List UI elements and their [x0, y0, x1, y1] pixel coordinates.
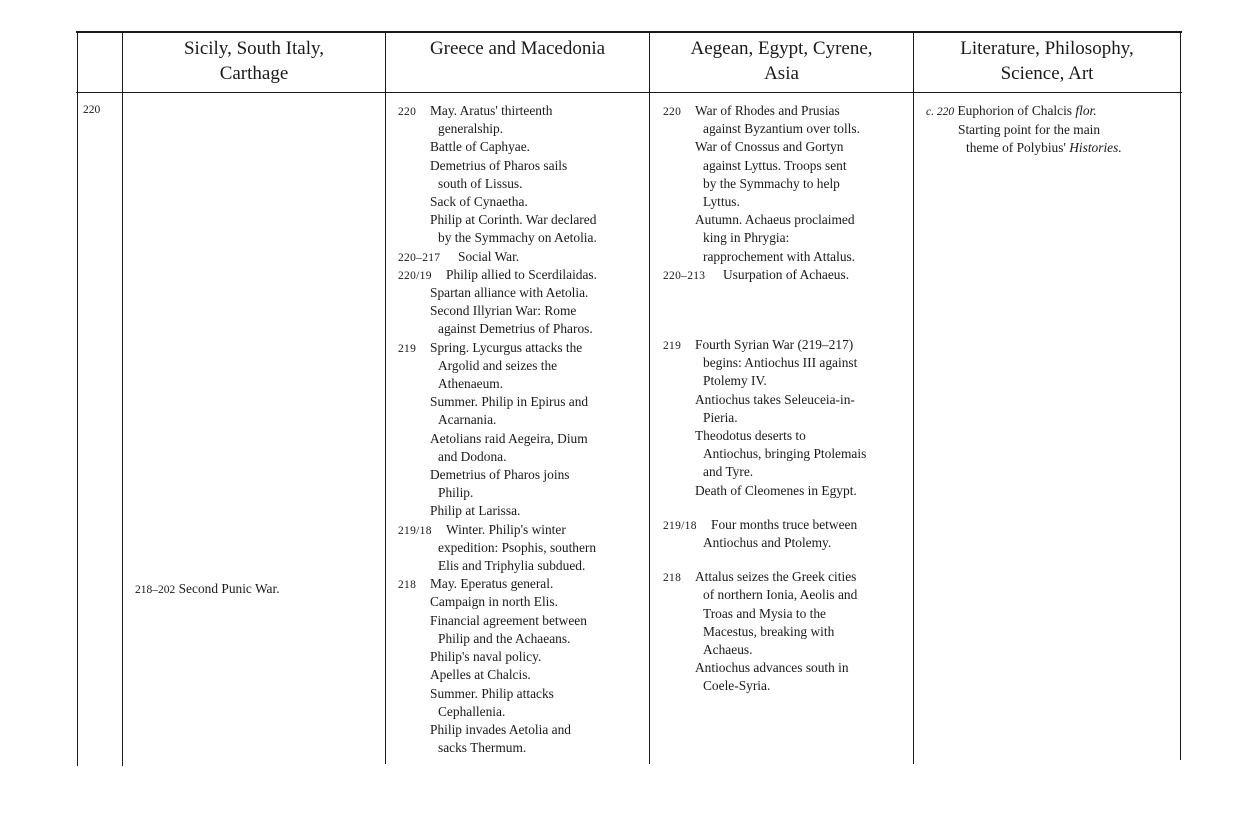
- aegean-entry-line: against Byzantium over tolls.: [703, 121, 860, 137]
- literature-line-3: [926, 139, 1176, 157]
- greece-entry-line: Demetrius of Pharos sails: [430, 157, 568, 173]
- greece-entry-year: 219/18: [398, 524, 432, 537]
- aegean-entry-line: begins: Antiochus III against: [703, 355, 858, 371]
- greece-entry-line: against Demetrius of Pharos.: [438, 321, 593, 337]
- greece-entry-line: Demetrius of Pharos joins: [430, 467, 570, 483]
- header-literature-line1: Literature, Philosophy,: [960, 38, 1134, 59]
- aegean-entry-line: Troas and Mysia to the: [703, 605, 826, 621]
- aegean-entry-line: by the Symmachy to help: [703, 175, 840, 191]
- literature-line-1-text: Euphorion of Chalcis: [957, 103, 1076, 118]
- greece-entry-line: Philip invades Aetolia and: [430, 721, 571, 737]
- greece-entry-year: 220–217: [398, 251, 441, 264]
- year-marker: 220: [83, 104, 101, 116]
- aegean-entry-year: 219/18: [663, 519, 697, 532]
- greece-entry-line: Philip and the Achaeans.: [438, 630, 571, 646]
- header-aegean: [650, 36, 913, 90]
- literature-column: [926, 102, 1176, 158]
- greece-entry-line: May. Eperatus general.: [430, 576, 554, 592]
- aegean-entry-line: Death of Cleomenes in Egypt.: [695, 482, 857, 498]
- sicily-entry-year: 218–202: [135, 584, 176, 596]
- aegean-entry: [663, 568, 911, 695]
- greece-entry-line: Philip at Larissa.: [430, 503, 521, 519]
- greece-entry-line: Sack of Cynaetha.: [430, 194, 528, 210]
- greece-entry: [398, 248, 648, 266]
- aegean-entry-year: 220: [663, 106, 682, 118]
- greece-entry-line: generalship.: [438, 121, 504, 137]
- greece-entry-line: Campaign in north Elis.: [430, 594, 558, 610]
- literature-line-2: Starting point for the main: [958, 122, 1101, 138]
- aegean-entry-line: Achaeus.: [703, 642, 753, 658]
- greece-entry: [398, 521, 648, 576]
- aegean-entry-line: Antiochus, bringing Ptolemais: [703, 446, 867, 462]
- greece-entry-line: Aetolians raid Aegeira, Dium: [430, 430, 588, 446]
- greece-entry-line: Summer. Philip attacks: [430, 685, 554, 701]
- aegean-entry-line: Ptolemy IV.: [703, 373, 767, 389]
- header-aegean-line1: Aegean, Egypt, Cyrene,: [690, 38, 873, 59]
- greece-entry-line: south of Lissus.: [438, 175, 523, 191]
- aegean-entry: [663, 102, 911, 266]
- greece-entry-line: sacks Thermum.: [438, 740, 527, 756]
- greece-entry-line: Cephallenia.: [438, 703, 506, 719]
- aegean-entry-line: Fourth Syrian War (219–217): [695, 337, 854, 353]
- aegean-entry-line: Usurpation of Achaeus.: [723, 266, 850, 282]
- header-sicily-line1: Sicily, South Italy,: [183, 38, 325, 59]
- aegean-entry-line: and Tyre.: [703, 464, 754, 480]
- greece-entry-line: Argolid and seizes the: [438, 357, 558, 373]
- aegean-entry-line: Theodotus deserts to: [695, 428, 806, 444]
- greece-entry-line: Acarnania.: [438, 412, 497, 428]
- greece-entry-line: Winter. Philip's winter: [446, 521, 566, 537]
- aegean-entry-line: against Lyttus. Troops sent: [703, 157, 847, 173]
- greece-entry: [398, 102, 648, 248]
- greece-entry-line: Philip allied to Scerdilaidas.: [446, 266, 597, 282]
- aegean-entry-line: king in Phrygia:: [703, 230, 790, 246]
- header-greece-line1: Greece and Macedonia: [429, 38, 606, 59]
- literature-line-1-italic: flor.: [1075, 103, 1097, 118]
- greece-entry-line: May. Aratus' thirteenth: [430, 103, 553, 118]
- greece-entry-line: by the Symmachy on Aetolia.: [438, 230, 597, 246]
- greece-entry-line: Second Illyrian War: Rome: [430, 303, 577, 319]
- greece-entry-line: Elis and Triphylia subdued.: [438, 558, 586, 574]
- aegean-entry-line: War of Cnossus and Gortyn: [695, 139, 844, 155]
- header-bottom-rule: [76, 92, 1182, 93]
- greece-entry-line: Summer. Philip in Epirus and: [430, 394, 589, 410]
- header-sicily: [123, 36, 385, 90]
- header-greece: [386, 36, 649, 90]
- greece-entry-line: Athenaeum.: [438, 376, 504, 392]
- literature-line-3-text: theme of Polybius': [966, 140, 1070, 156]
- greece-entry-line: Battle of Caphyae.: [430, 139, 531, 155]
- col-rule-4: [913, 31, 914, 764]
- greece-entry-line: Philip.: [438, 485, 474, 501]
- header-literature: [914, 36, 1180, 90]
- aegean-entry-line: Attalus seizes the Greek cities: [695, 569, 857, 585]
- col-rule-0: [77, 31, 78, 766]
- greece-entry-year: 219: [398, 342, 417, 355]
- aegean-entry-line: Lyttus.: [703, 194, 740, 210]
- col-rule-5: [1180, 31, 1181, 760]
- aegean-entry-line: Antiochus and Ptolemy.: [703, 535, 832, 551]
- greece-entry-line: Philip at Corinth. War declared: [430, 212, 597, 228]
- aegean-entry: [663, 266, 911, 284]
- table-top-rule: [76, 31, 1182, 33]
- aegean-entry-line: Antiochus advances south in: [695, 660, 849, 676]
- greece-entry-year: 220/19: [398, 269, 432, 282]
- aegean-entry-line: Autumn. Achaeus proclaimed: [695, 212, 855, 228]
- greece-entry: [398, 575, 648, 757]
- sicily-entry-text: Second Punic War.: [178, 581, 280, 596]
- greece-entry-line: expedition: Psophis, southern: [438, 539, 597, 555]
- aegean-entry-line: War of Rhodes and Prusias: [695, 103, 840, 118]
- greece-entry-line: Financial agreement between: [430, 612, 587, 628]
- aegean-entry-line: rapprochement with Attalus.: [703, 248, 856, 264]
- header-aegean-line2: Asia: [764, 63, 799, 84]
- greece-entry-year: 218: [398, 579, 417, 592]
- literature-year: c. 220: [926, 106, 955, 118]
- greece-entry: [398, 339, 648, 521]
- literature-entry: [926, 102, 1176, 158]
- greece-entry-year: 220: [398, 106, 417, 118]
- greece-entry-line: Spring. Lycurgus attacks the: [430, 339, 583, 355]
- greece-entry-line: Spartan alliance with Aetolia.: [430, 285, 589, 301]
- header-literature-line2: Science, Art: [1000, 63, 1094, 84]
- greece-entry-line: Apelles at Chalcis.: [430, 667, 531, 683]
- col-rule-3: [649, 31, 650, 764]
- col-rule-1: [122, 31, 123, 766]
- header-sicily-line2: Carthage: [219, 63, 289, 84]
- sicily-column: [135, 580, 380, 599]
- col-rule-2: [385, 31, 386, 764]
- aegean-entry-line: Macestus, breaking with: [703, 623, 835, 639]
- aegean-entry-line: Coele-Syria.: [703, 678, 771, 694]
- aegean-column: [663, 102, 911, 696]
- aegean-entry-line: Antiochus takes Seleuceia-in-: [695, 391, 855, 407]
- literature-line-1: [926, 102, 1176, 121]
- greece-entry-line: Social War.: [458, 248, 520, 264]
- aegean-entry: [663, 516, 911, 552]
- aegean-entry-line: Four months truce between: [711, 516, 858, 532]
- greece-entry: [398, 266, 648, 339]
- aegean-entry-year: 218: [663, 572, 682, 585]
- aegean-entry-line: Pieria.: [703, 409, 738, 425]
- greece-column: [398, 102, 648, 757]
- aegean-entry-year: 220–213: [663, 269, 706, 282]
- aegean-entry-year: 219: [663, 340, 682, 353]
- greece-entry-line: Philip's naval policy.: [430, 649, 542, 665]
- literature-line-3-italic: Histories.: [1069, 140, 1122, 156]
- aegean-entry-line: of northern Ionia, Aeolis and: [703, 587, 858, 603]
- aegean-entry: [663, 336, 911, 500]
- greece-entry-line: and Dodona.: [438, 448, 507, 464]
